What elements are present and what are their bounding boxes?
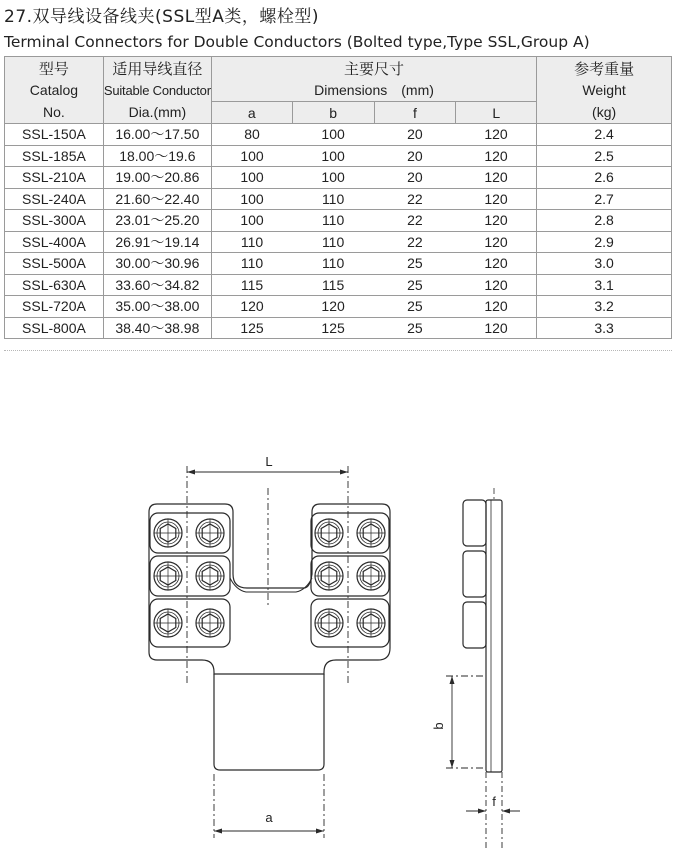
cell-kg: 2.4: [537, 124, 672, 146]
bolt-icon: [154, 609, 182, 637]
cell-no: SSL-630A: [5, 274, 104, 296]
table-row: [5, 188, 672, 210]
cell-kg: 3.3: [537, 317, 672, 339]
cell-no: SSL-720A: [5, 296, 104, 318]
cell-f: 25: [374, 317, 456, 339]
header-weight-en: Weight: [537, 79, 672, 102]
table-row: [5, 274, 672, 296]
cell-dia: 33.60～34.82: [103, 274, 211, 296]
cell-b: 120: [292, 296, 374, 318]
header-catalog-en: Catalog: [5, 79, 104, 102]
clamp-body-outline: [149, 504, 390, 674]
cell-no: SSL-300A: [5, 210, 104, 232]
dimension-a: [214, 774, 324, 838]
cell-f: 20: [374, 124, 456, 146]
cell-no: SSL-800A: [5, 317, 104, 339]
cell-b: 100: [292, 124, 374, 146]
header-conductor-cn: 适用导线直径: [103, 57, 211, 80]
cell-b: 110: [292, 210, 374, 232]
cell-a: 110: [211, 253, 292, 275]
cell-no: SSL-500A: [5, 253, 104, 275]
label-a: a: [265, 810, 273, 825]
bolt-icon: [315, 609, 343, 637]
cell-b: 110: [292, 253, 374, 275]
header-weight-cn: 参考重量: [537, 57, 672, 80]
bolt-icon: [357, 519, 385, 547]
dimension-b: [431, 676, 486, 768]
cell-b: 115: [292, 274, 374, 296]
cell-b: 110: [292, 188, 374, 210]
section-title-en: Terminal Connectors for Double Conductors (Bolted type,Type SSL,Group A): [4, 33, 590, 51]
header-catalog-sub: No.: [5, 102, 104, 124]
cell-L: 120: [456, 124, 537, 146]
cell-b: 125: [292, 317, 374, 339]
cell-dia: 30.00～30.96: [103, 253, 211, 275]
table-row: [5, 145, 672, 167]
cell-f: 25: [374, 274, 456, 296]
table-row: [5, 167, 672, 189]
cell-L: 120: [456, 231, 537, 253]
cell-a: 100: [211, 145, 292, 167]
cell-no: SSL-210A: [5, 167, 104, 189]
header-dim-f: f: [374, 102, 456, 124]
cell-b: 100: [292, 145, 374, 167]
cell-dia: 38.40～38.98: [103, 317, 211, 339]
cell-no: SSL-400A: [5, 231, 104, 253]
header-conductor-en: Suitable Conductor: [103, 79, 211, 102]
header-dimensions-cn: 主要尺寸: [211, 57, 536, 80]
dimension-f: [466, 772, 520, 848]
cell-f: 22: [374, 231, 456, 253]
cell-L: 120: [456, 274, 537, 296]
cell-b: 110: [292, 231, 374, 253]
clamp-tongue: [214, 674, 324, 770]
cell-f: 20: [374, 167, 456, 189]
bolt-icon: [154, 519, 182, 547]
cell-L: 120: [456, 167, 537, 189]
label-b: b: [431, 722, 446, 730]
cell-a: 120: [211, 296, 292, 318]
cell-f: 22: [374, 188, 456, 210]
cell-f: 25: [374, 253, 456, 275]
cell-dia: 19.00～20.86: [103, 167, 211, 189]
cell-kg: 2.8: [537, 210, 672, 232]
table-row: [5, 296, 672, 318]
bolt-icon: [196, 519, 224, 547]
header-conductor-sub: Dia.(mm): [103, 102, 211, 124]
label-f: f: [492, 794, 496, 809]
cell-no: SSL-185A: [5, 145, 104, 167]
header-catalog-cn: 型号: [5, 57, 104, 80]
cell-a: 115: [211, 274, 292, 296]
header-dim-L: L: [456, 102, 537, 124]
bolt-icon: [315, 519, 343, 547]
cell-a: 100: [211, 188, 292, 210]
cell-dia: 23.01～25.20: [103, 210, 211, 232]
bolt-icon: [154, 562, 182, 590]
table-row: [5, 253, 672, 275]
table-row: [5, 124, 672, 146]
cell-no: SSL-150A: [5, 124, 104, 146]
bolt-group: [154, 519, 385, 637]
header-dimensions-en: Dimensions (mm): [211, 79, 536, 102]
cell-dia: 26.91～19.14: [103, 231, 211, 253]
cell-kg: 2.9: [537, 231, 672, 253]
cell-a: 100: [211, 167, 292, 189]
cell-a: 110: [211, 231, 292, 253]
header-dim-b: b: [292, 102, 374, 124]
cell-kg: 2.7: [537, 188, 672, 210]
technical-drawing: [0, 408, 700, 857]
cell-L: 120: [456, 188, 537, 210]
cell-L: 120: [456, 253, 537, 275]
cell-kg: 3.1: [537, 274, 672, 296]
bolt-icon: [315, 562, 343, 590]
bolt-icon: [357, 562, 385, 590]
side-view: [463, 488, 502, 772]
cell-dia: 16.00～17.50: [103, 124, 211, 146]
cell-f: 25: [374, 296, 456, 318]
cell-a: 100: [211, 210, 292, 232]
header-dim-a: a: [211, 102, 292, 124]
cell-f: 22: [374, 210, 456, 232]
table-row: [5, 231, 672, 253]
label-L: L: [265, 454, 273, 469]
cell-f: 20: [374, 145, 456, 167]
cell-kg: 3.2: [537, 296, 672, 318]
cell-kg: 3.0: [537, 253, 672, 275]
section-title-cn: 27.双导线设备线夹(SSL型A类，螺栓型): [4, 7, 319, 27]
table-row: [5, 210, 672, 232]
table-row: [5, 317, 672, 339]
cell-kg: 2.5: [537, 145, 672, 167]
divider: [4, 350, 672, 351]
bolt-icon: [196, 609, 224, 637]
cell-kg: 2.6: [537, 167, 672, 189]
cell-a: 125: [211, 317, 292, 339]
cell-L: 120: [456, 317, 537, 339]
cell-a: 80: [211, 124, 292, 146]
cell-no: SSL-240A: [5, 188, 104, 210]
cell-dia: 35.00～38.00: [103, 296, 211, 318]
cell-b: 100: [292, 167, 374, 189]
bolt-icon: [357, 609, 385, 637]
cell-L: 120: [456, 210, 537, 232]
cell-dia: 18.00～19.6: [103, 145, 211, 167]
bolt-icon: [196, 562, 224, 590]
header-weight-sub: (kg): [537, 102, 672, 124]
cell-L: 120: [456, 296, 537, 318]
cell-dia: 21.60～22.40: [103, 188, 211, 210]
cell-L: 120: [456, 145, 537, 167]
spec-table: [4, 56, 672, 339]
